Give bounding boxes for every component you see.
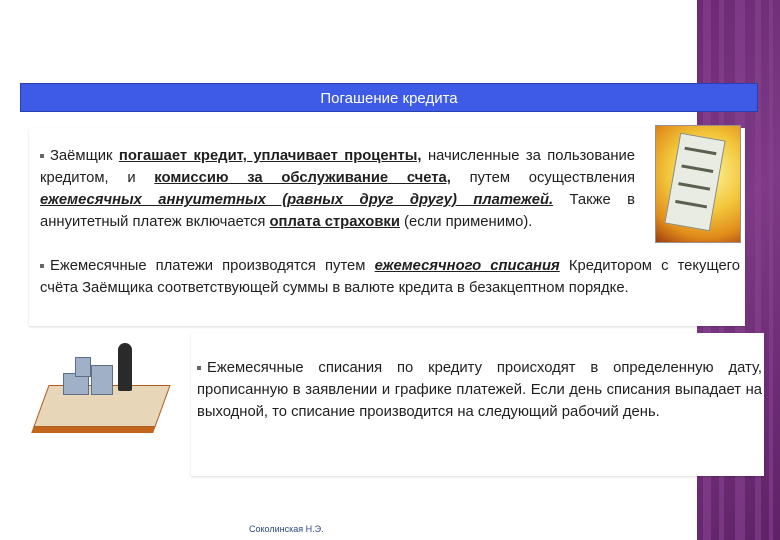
p2-text: Ежемесячные платежи производятся путем [50, 258, 375, 274]
p1-bold-italic: ежемесячных аннуитетных (равных друг другу) платежей. [40, 192, 554, 208]
bullet-icon [40, 264, 44, 268]
bullet-icon [40, 154, 44, 158]
p1-text: начисленные за пользование кредитом, и [40, 148, 635, 186]
p1-text: Заёмщик [50, 148, 119, 164]
slide-title: Погашение кредита [20, 83, 758, 112]
p1-bold-3: оплата страховки [269, 214, 400, 230]
p1-text: путем осуществления [450, 170, 635, 186]
paragraph-1 [40, 145, 635, 233]
p2-text: Кредитором с текущего счёта Заёмщика соответствующей суммы в валюте кредита в безакцептном порядке. [40, 258, 740, 296]
paragraph-3 [197, 357, 762, 423]
money-bill-image [655, 125, 741, 243]
p1-text: (если применимо). [399, 214, 533, 230]
p3-text: Ежемесячные списания по кредиту происходят в определенную дату, прописанную в заявлении и графике платежей. Если день списания выпадает на выходной, то списание производится на следующий рабочий день. [197, 360, 762, 420]
businessman-illustration [33, 335, 173, 445]
p1-bold-1: погашает кредит, уплачивает проценты, [118, 148, 422, 164]
p1-text: Также в аннуитетный платеж включается [40, 192, 635, 230]
paragraph-2 [40, 255, 740, 299]
bullet-icon [197, 366, 201, 370]
footer-author: Соколинская Н.Э. [249, 524, 324, 534]
p1-bold-2: комиссию за обслуживание счета, [154, 170, 451, 186]
p2-bold-italic: ежемесячного списания [374, 258, 560, 274]
